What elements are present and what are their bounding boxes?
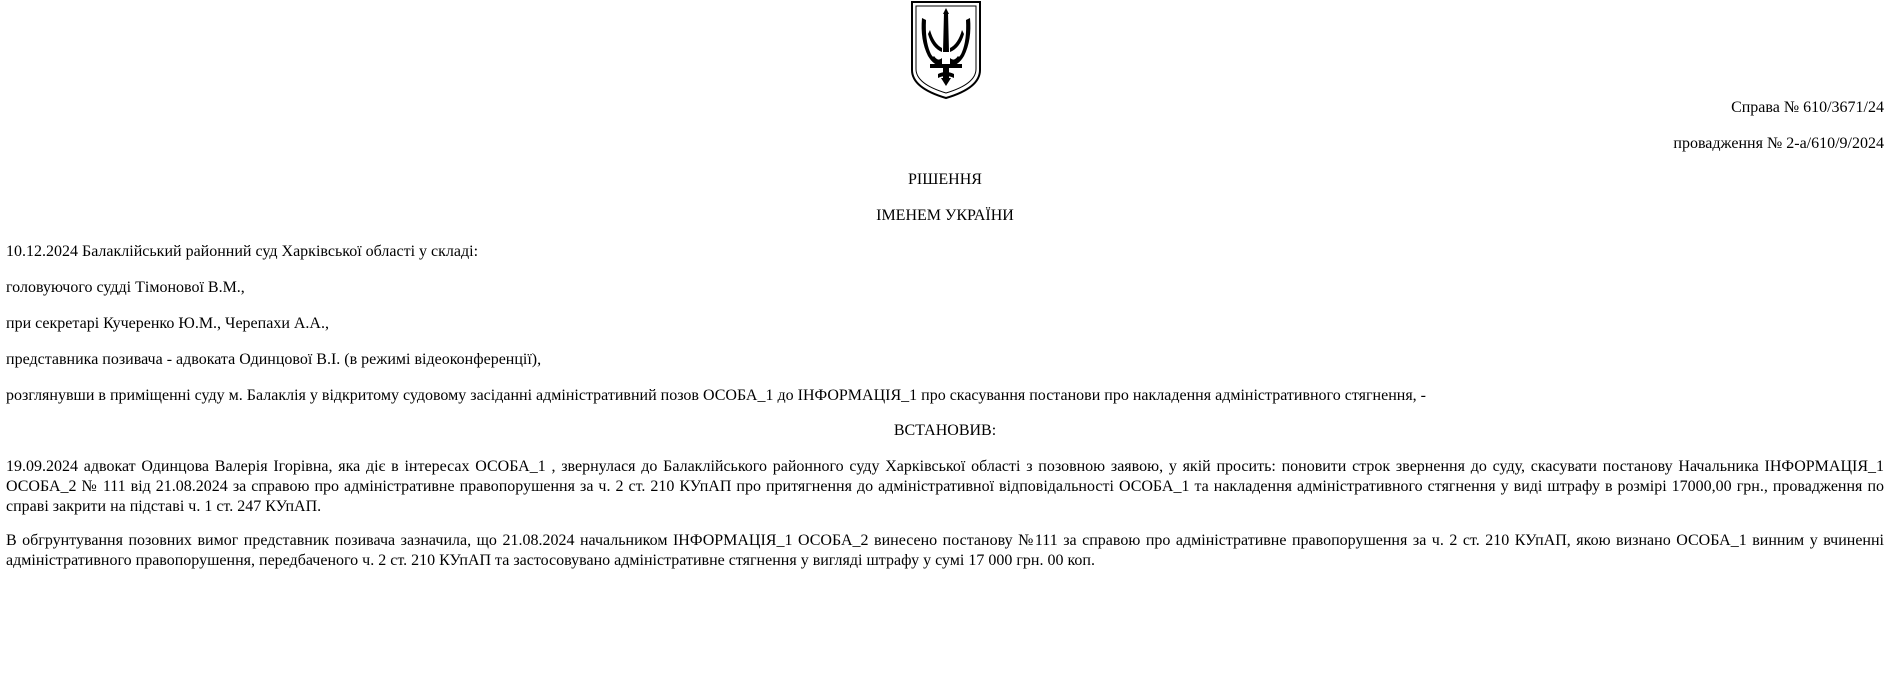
- case-number: Справа № 610/3671/24: [1731, 99, 1884, 116]
- decision-title: РІШЕННЯ: [908, 171, 982, 188]
- established-paragraph-1: 19.09.2024 адвокат Одинцова Валерія Ігорівна, яка діє в інтересах ОСОБА_1 , звернулася до Балаклійського районного суду Харківської області з позовною заявою, у якій просить: поновити строк звернення до суду, скасувати постанову Начальника ІНФОРМАЦІЯ_1 ОСОБА_2 № 111 від 21.08.2024 за справою про адміністративне правопорушення за ч. 2 ст. 210 КУпАП про притягнення до адміністративної відповідальності ОСОБА_1 та накладення адміністративного стягнення у виді штрафу в розмірі 17000,00 грн., провадження по справі закрити на підставі ч. 1 ст. 247 КУпАП.: [6, 458, 1884, 515]
- court-composition-intro: 10.12.2024 Балаклійський районний суд Харківської області у складі:: [6, 243, 479, 260]
- court-secretaries: при секретарі Кучеренко Ю.М., Черепахи А.А.,: [6, 315, 329, 332]
- plaintiff-representative: представника позивача - адвоката Одинцової В.І. (в режимі відеоконференції),: [6, 351, 542, 368]
- proceedings-number: провадження № 2-а/610/9/2024: [1673, 135, 1884, 152]
- case-consideration: розглянувши в приміщенні суду м. Балаклія у відкритому судовому засіданні адміністративний позов ОСОБА_1 до ІНФОРМАЦІЯ_1 про скасування постанови про накладення адміністративного стягнення, -: [6, 387, 1426, 404]
- presiding-judge: головуючого судді Тімонової В.М.,: [6, 279, 245, 296]
- trident-icon: [908, 0, 984, 100]
- established-paragraph-2: В обгрунтування позовних вимог представник позивача зазначила, що 21.08.2024 начальником ІНФОРМАЦІЯ_1 ОСОБА_2 винесено постанову №111 за справою про адміністративне правопорушення за ч. 2 ст. 210 КУпАП, якою визнано ОСОБА_1 винним у вчиненні адміністративного правопорушення, передбаченого ч. 2 ст. 210 КУпАП та застосовувано адміністративне стягнення у вигляді штрафу у сумі 17 000 грн. 00 коп.: [6, 532, 1884, 569]
- established-heading: ВСТАНОВИВ:: [893, 422, 997, 439]
- in-name-of-ukraine: ІМЕНЕМ УКРАЇНИ: [876, 207, 1014, 224]
- coat-of-arms-emblem: [908, 0, 984, 100]
